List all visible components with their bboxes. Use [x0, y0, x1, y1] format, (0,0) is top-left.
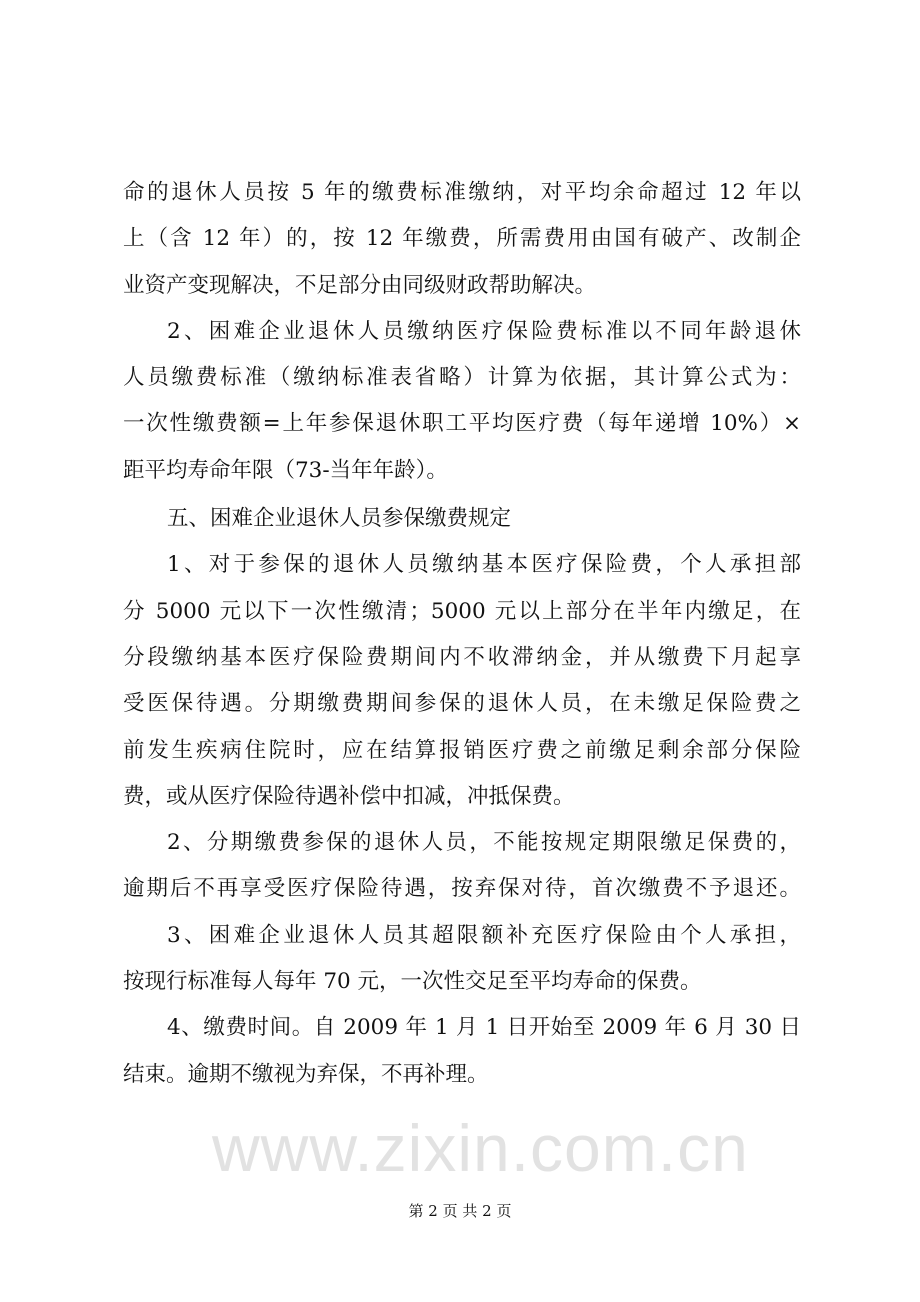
text-line: 人员缴费标准（缴纳标准表省略）计算为依据，其计算公式为： [123, 365, 801, 391]
text-line: 4、缴费时间。自 2009 年 1 月 1 日开始至 2009 年 6 月 30 日 [167, 1015, 801, 1041]
page-footer: 第 2 页 共 2 页 [408, 1202, 512, 1220]
text-line: 上（含 12 年）的，按 12 年缴费，所需费用由国有破产、改制企 [123, 226, 801, 252]
text-line: 业资产变现解决，不足部分由同级财政帮助解决。 [123, 272, 597, 298]
text-line: 一次性缴费额=上年参保退休职工平均医疗费（每年递增 10%）× [123, 411, 801, 437]
text-line: 2、困难企业退休人员缴纳医疗保险费标准以不同年龄退休 [167, 318, 801, 344]
watermark: www.zixin.com.cn [212, 1111, 749, 1185]
section-heading: 五、困难企业退休人员参保缴费规定 [167, 506, 512, 532]
text-line: 结束。逾期不缴视为弃保，不再补理。 [123, 1061, 489, 1087]
text-line: 命的退休人员按 5 年的缴费标准缴纳，对平均余命超过 12 年以 [123, 180, 801, 205]
document-body [123, 170, 801, 1098]
text-line: 分段缴纳基本医疗保险费期间内不收滞纳金，并从缴费下月起享 [123, 644, 801, 670]
text-line: 逾期后不再享受医疗保险待遇，按弃保对待，首次缴费不予退还。 [123, 876, 801, 902]
text-line: 前发生疾病住院时，应在结算报销医疗费之前缴足剩余部分保险 [123, 737, 801, 763]
text-line: 按现行标准每人每年 70 元，一次性交足至平均寿命的保费。 [123, 969, 702, 995]
text-line: 距平均寿命年限（73-当年年龄）。 [123, 457, 448, 483]
text-line: 1、对于参保的退休人员缴纳基本医疗保险费，个人承担部 [167, 552, 801, 578]
text-line: 费，或从医疗保险待遇补偿中扣减，冲抵保费。 [123, 783, 575, 809]
text-line: 受医保待遇。分期缴费期间参保的退休人员，在未缴足保险费之 [123, 691, 801, 717]
text-line: 分 5000 元以下一次性缴清；5000 元以上部分在半年内缴足，在 [123, 598, 801, 624]
text-line: 2、分期缴费参保的退休人员，不能按规定期限缴足保费的， [167, 830, 801, 856]
text-line: 3、困难企业退休人员其超限额补充医疗保险由个人承担， [167, 922, 801, 948]
